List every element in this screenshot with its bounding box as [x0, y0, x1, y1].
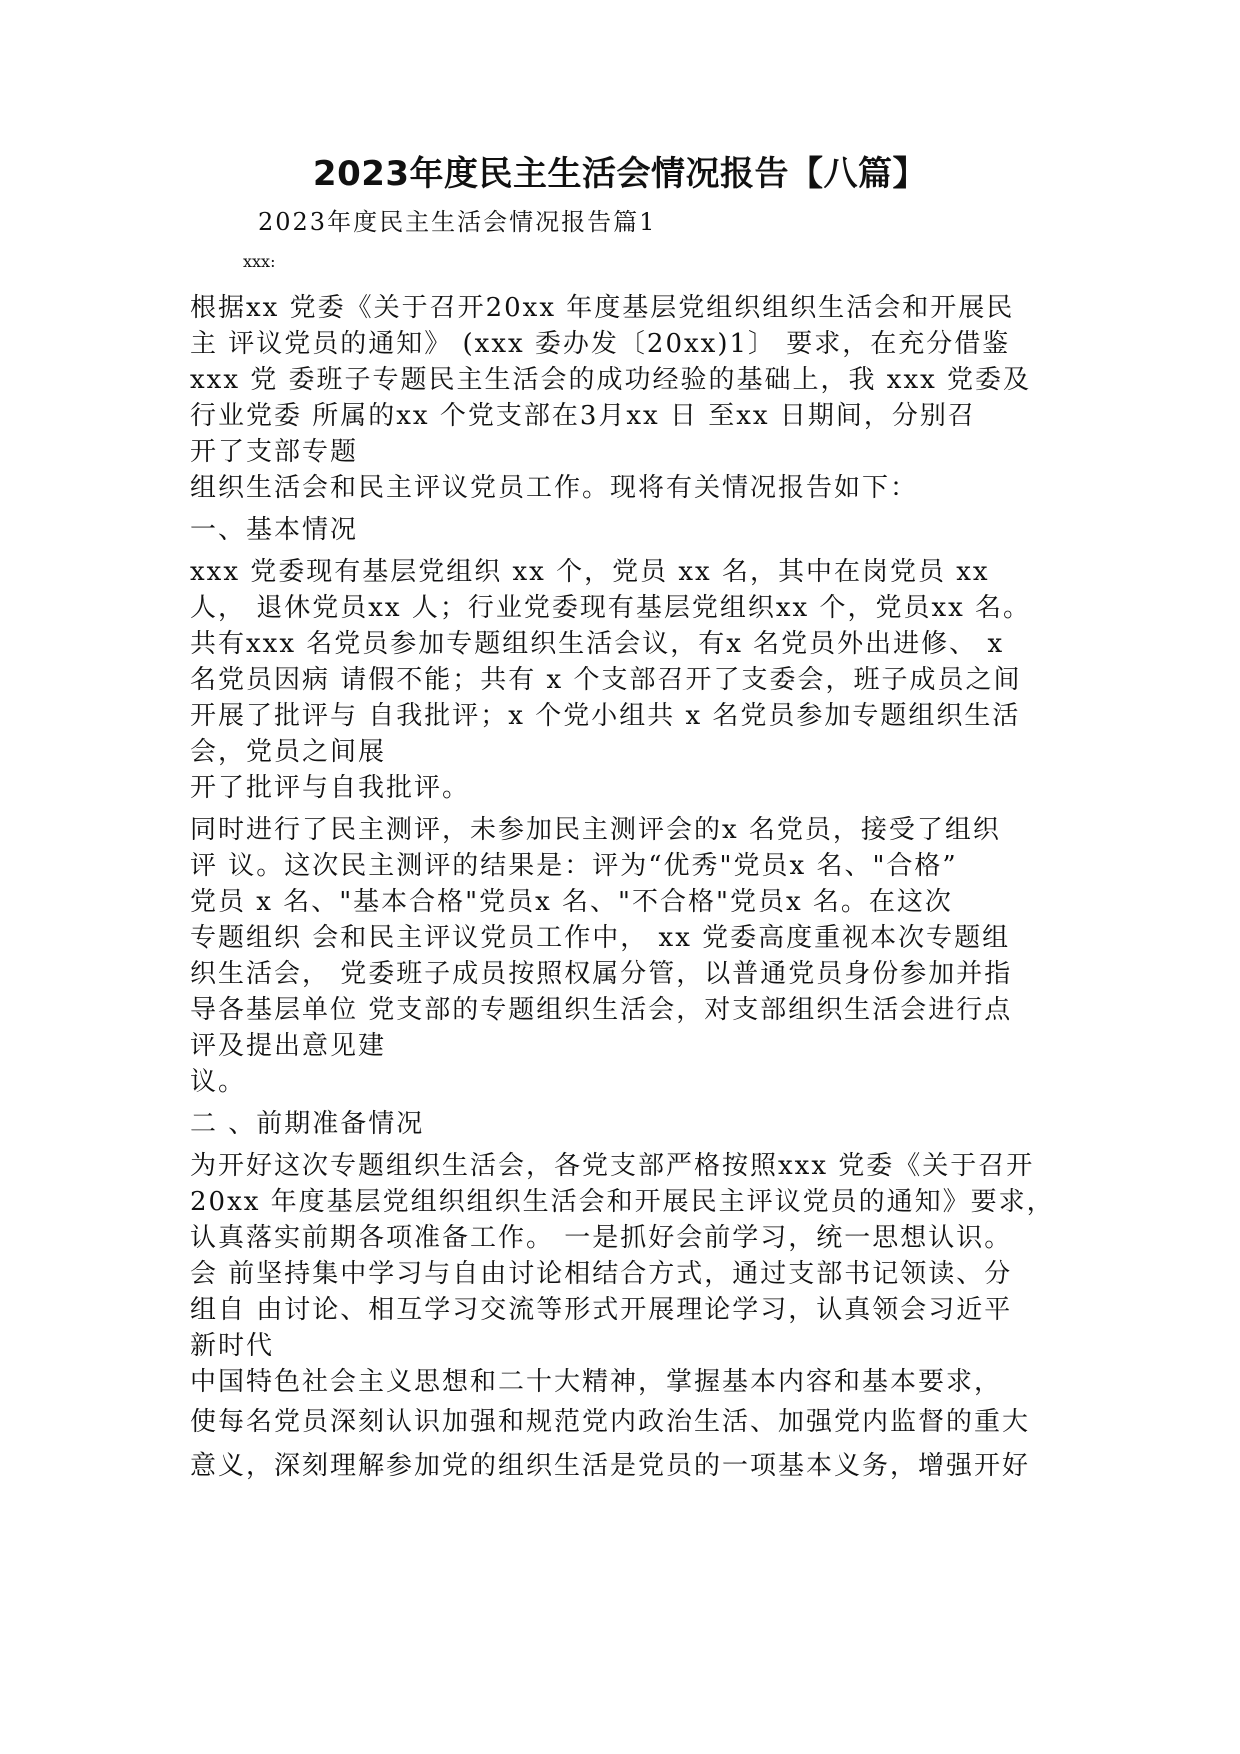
paragraph-intro: [190, 290, 1060, 470]
text-line: 20xx 年度基层党组织组织生活会和开展民主评议党员的通知》要求，: [190, 1187, 1055, 1217]
text-line: 中国特色社会主义思想和二十大精神，掌握基本内容和基本要求，: [190, 1367, 1003, 1397]
text-line: 组自 由讨论、相互学习交流等形式开展理论学习，认真领会习近平: [190, 1295, 1013, 1325]
text-line: 导各基层单位 党支部的专题组织生活会，对支部组织生活会进行点: [190, 995, 1013, 1025]
paragraph-basic-situation: [190, 554, 1060, 770]
text-line: 新时代: [190, 1331, 275, 1361]
text-line: 同时进行了民主测评，未参加民主测评会的x 名党员，接受了组织: [190, 815, 1001, 845]
text-line: 会 前坚持集中学习与自由讨论相结合方式，通过支部书记领读、分: [190, 1259, 1013, 1289]
paragraph-democratic-evaluation: [190, 812, 1060, 1064]
text-line: 组织生活会和民主评议党员工作。现将有关情况报告如下：: [190, 473, 919, 503]
text-line: 名党员因病 请假不能；共有 x 个支部召开了支委会，班子成员之间: [190, 665, 1022, 695]
text-line: 开了支部专题: [190, 437, 359, 467]
paragraph-preparation: [190, 1148, 1060, 1364]
text-line: 使每名党员深刻认识加强和规范党内政治生活、加强党内监督的重大: [190, 1407, 1031, 1437]
paragraph-intro-continued: [190, 470, 1060, 506]
text-line: 评及提出意见建: [190, 1031, 387, 1061]
text-line: 意义，深刻理解参加党的组织生活是党员的一项基本义务，增强开好: [190, 1451, 1031, 1481]
paragraph-basic-situation-continued: [190, 770, 1060, 806]
text-line: 开了批评与自我批评。: [190, 773, 471, 803]
text-line: 议。: [190, 1067, 247, 1097]
text-line: xxx 党委现有基层党组织 xx 个，党员 xx 名，其中在岗党员 xx: [190, 557, 990, 587]
paragraph-preparation-continued: [190, 1364, 1060, 1484]
text-line: 专题组织 会和民主评议党员工作中， xx 党委高度重视本次专题组: [190, 923, 1011, 953]
document-body: [190, 290, 1060, 1490]
text-line: 评 议。这次民主测评的结果是：评为“优秀"党员x 名、"合格”: [190, 851, 958, 881]
section-heading-preparation: 二 、前期准备情况: [190, 1109, 425, 1139]
recipient-salutation: xxx:: [243, 252, 276, 271]
section-heading-basic-situation: 一、基本情况: [190, 515, 359, 545]
text-line: 行业党委 所属的xx 个党支部在3月xx 日 至xx 日期间，分别召: [190, 401, 976, 431]
text-line: 为开好这次专题组织生活会，各党支部严格按照xxx 党委《关于召开: [190, 1151, 1035, 1181]
text-line: 根据xx 党委《关于召开20xx 年度基层党组织组织生活会和开展民: [190, 293, 1015, 323]
text-line: 党员 x 名、"基本合格"党员x 名、"不合格"党员x 名。在这次: [190, 887, 953, 917]
text-line: 会，党员之间展: [190, 737, 387, 767]
text-line: xxx 党 委班子专题民主生活会的成功经验的基础上，我 xxx 党委及: [190, 365, 1032, 395]
text-line: 认真落实前期各项准备工作。 一是抓好会前学习，统一思想认识。: [190, 1223, 1013, 1253]
text-line: 开展了批评与 自我批评；x 个党小组共 x 名党员参加专题组织生活: [190, 701, 1021, 731]
text-line: 共有xxx 名党员参加专题组织生活会议，有x 名党员外出进修、 x: [190, 629, 1005, 659]
text-line: 织生活会， 党委班子成员按照权属分管，以普通党员身份参加并指: [190, 959, 1013, 989]
paragraph-democratic-evaluation-continued: [190, 1064, 1060, 1100]
document-title: 2023年度民主生活会情况报告【八篇】: [312, 154, 928, 194]
document-subtitle: 2023年度民主生活会情况报告篇1: [258, 208, 657, 236]
text-line: 人， 退休党员xx 人；行业党委现有基层党组织xx 个，党员xx 名。: [190, 593, 1032, 623]
text-line: 主 评议党员的通知》 (xxx 委办发〔20xx)1〕 要求，在充分借鉴: [190, 329, 1011, 359]
